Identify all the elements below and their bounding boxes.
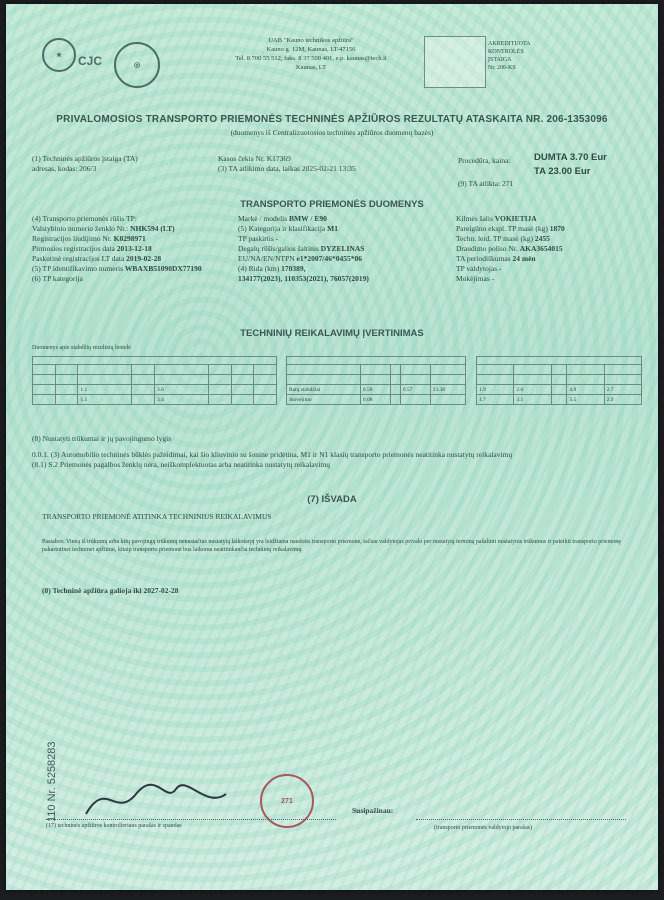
procedure-label: Procedūra, kaina: [458,156,511,165]
report-subtitle: (duomenys iš Centralizuotosios techninės apžiūros duomenų bazės) [230,128,434,137]
ta-count [458,179,513,189]
vehicle-field: TA periodiškumas 24 mėn [456,254,536,263]
vehicle-field: 134177(2023), 110353(2021), 76057(2019) [238,274,369,283]
cert-value: K17369 [266,154,291,163]
vehicle-field: (6) TP kategorija [32,274,83,283]
notes-block [32,434,632,470]
table-row: 1.9 2.6 4.8 2.7 [477,385,642,395]
inspector-caption: (17) techninės apžiūros kontrolieriaus parašas ir spaudas [46,823,182,829]
table-row [287,375,466,385]
table-row [33,375,277,385]
signed-label: Susipažinau: [352,806,394,815]
accreditation-text [488,40,568,72]
table-row: 1.1 3.6 [33,385,277,395]
vehicle-field: TP paskirtis - [238,234,279,243]
price-ta: TA 23.00 Eur [534,166,591,177]
table-row [477,375,642,385]
conclusion-text: TRANSPORTO PRIEMONĖ ATITINKA TECHNINIUS REIKALAVIMUS [42,512,272,521]
table-row: 1.7 3.1 3.5 2.9 [477,395,642,405]
ta-count-value: 271 [502,179,514,188]
brake-table-left [32,356,277,405]
table-row [477,365,642,375]
vehicle-field: Paskutinė registracijos LT data 2019-02-28 [32,254,162,263]
accreditation-logo [424,36,486,88]
vehicle-field: Pareigūno ekspl. TP masė (kg) 1870 [456,224,565,233]
pastaba-text: Pastabos: Vieną iš trūkumų arba kitų pavojingų trūkumų nenustačius nustatytą laikotarpį yra leidžiama naudotis transporto priemone, tačiau valdytojas privalo per nustatytą terminą pašalinti nustatytus trūkumus ir pateikti transporto priemonę pakartotinei techninei apžiūrai, kitaip transporto priemonė bus laikoma neatitinkančia techninių reikalavimų. [42,539,621,553]
table-row [33,365,277,375]
tech-section-title: TECHNINIŲ REIKALAVIMŲ ĮVERTINIMAS [240,328,424,339]
brake-table-right [476,356,642,405]
org-info [186,36,436,72]
vehicle-field: Degalų rūšis/galios šaltinis DYZELINAS [238,244,365,253]
vehicle-field: Pirmosios registracijos data 2013-12-18 [32,244,152,253]
cert-label: Kasos čekis Nr. [218,154,265,163]
vehicle-field: Draudimo poliso Nr. AKA3654015 [456,244,563,253]
mercedes-star-icon: ★ [42,38,76,72]
ta-station-value: adresas, kodas: 206/3 [32,164,97,173]
cert-info [218,154,418,174]
vehicle-left-column [32,214,222,284]
inspector-signature [76,774,236,824]
validity-date: (8) Techninė apžiūra galioja iki 2027-02-28 [42,586,179,595]
vehicle-field: (5) TP identifikavimo numeris WBAXB51090DX77190 [32,264,202,273]
inspection-report-sheet [6,4,658,890]
org-address: Kauno g. 12M, Kaunas, LT-47156 [266,46,356,53]
brand-logo: CJC [78,54,103,68]
report-title: PRIVALOMOSIOS TRANSPORTO PRIEMONĖS TECHNINĖS APŽIŪROS REZULTATŲ ATASKAITA NR. 206-1353096 [56,114,608,125]
signature-line [46,819,336,820]
accreditation-line: Nr. 206-KS [488,65,516,71]
accreditation-line: AKREDITUOTA [488,41,531,47]
vehicle-field: Registracijos liudijimo Nr. K0298971 [32,234,146,243]
date-value: 2025-02-21 13:35 [301,164,356,173]
table-row: 1.5 3.4 [33,395,277,405]
accreditation-line: KONTROLĖS [488,49,524,55]
serial-number: 110 Nr. 5258283 [46,741,58,822]
vehicle-mid-column [238,214,438,284]
vehicle-field: Techn. leid. TP masė (kg) 2455 [456,234,550,243]
notes-line: 0.0.1. (3) Automobilio techninės būklės pažeidimai, kai šio kliuvinio su šonine pridėtina, M1 ir N1 klasių transporto priemonės neatitinka nustatytų reikalavimų [32,450,513,459]
vehicle-section-title: TRANSPORTO PRIEMONĖS DUOMENYS [240,199,424,210]
price-dumta: DUMTA 3.70 Eur [534,152,607,163]
vehicle-field: Valstybinio numerio ženklo Nr.: NHK594 (LT) [32,224,175,233]
ta-station-label: (1) Techninės apžiūros įstaiga (TA) [32,154,138,163]
vehicle-field: Markė / modelis BMW / E90 [238,214,327,223]
table-row: Stovėjimo 0.08 [287,395,466,405]
ta-count-label: (9) TA atlikta: [458,179,501,188]
table-row [33,357,277,365]
table-row: Ratų stabdžiai 0.58 0.57 13.38 [287,385,466,395]
owner-caption: (transporto priemonės valdytojo parašas) [434,825,533,831]
vehicle-right-column [456,214,646,284]
table-row [287,357,466,365]
vehicle-field: Mokėjimas - [456,274,495,283]
vehicle-field: (5) Kategorija ir klasifikacija M1 [238,224,338,233]
org-city: Kaunas, LT [295,64,327,71]
org-name: UAB "Kauno technikos apžiūra" [268,37,354,44]
accreditation-line: ĮSTAIGA [488,57,512,63]
ta-station [32,154,202,174]
brake-table-middle [286,356,466,405]
owner-signature-line [416,819,626,820]
inspector-seal: 271 [260,774,314,828]
vehicle-field: Kilmės šalis VOKIETIJA [456,214,537,223]
date-label: (3) TA atlikimo data, laikas [218,164,300,173]
org-phone: Tel. 8 700 55 512, faks. 8 37 500 401, e.p. kaunas@tech.lt [235,55,387,62]
globe-icon: ◎ [114,42,160,88]
vehicle-field: (4) Rida (km) 170389, [238,264,306,273]
conclusion-title: (7) IŠVADA [307,494,357,505]
tech-table-caption: Duomenys apie stabdžių rezultatų lentelė [32,345,131,351]
vehicle-field: TP valdytojas - [456,264,502,273]
vehicle-field: (4) Transporto priemonės rūšis TP: [32,214,137,223]
table-row [287,365,466,375]
notes-line: (8) Nustatyti trūkumai ir jų pavojingumo lygis [32,434,172,443]
notes-line: (8.1) S.2 Priemonės pagalbos ženklų nėra, neiškomplektuotas arba neatitinka nustatytų reikalavimų [32,460,331,469]
table-row [477,357,642,365]
vehicle-field: EU/NA/EN/NTPN e1*2007/46*0455*06 [238,254,362,263]
